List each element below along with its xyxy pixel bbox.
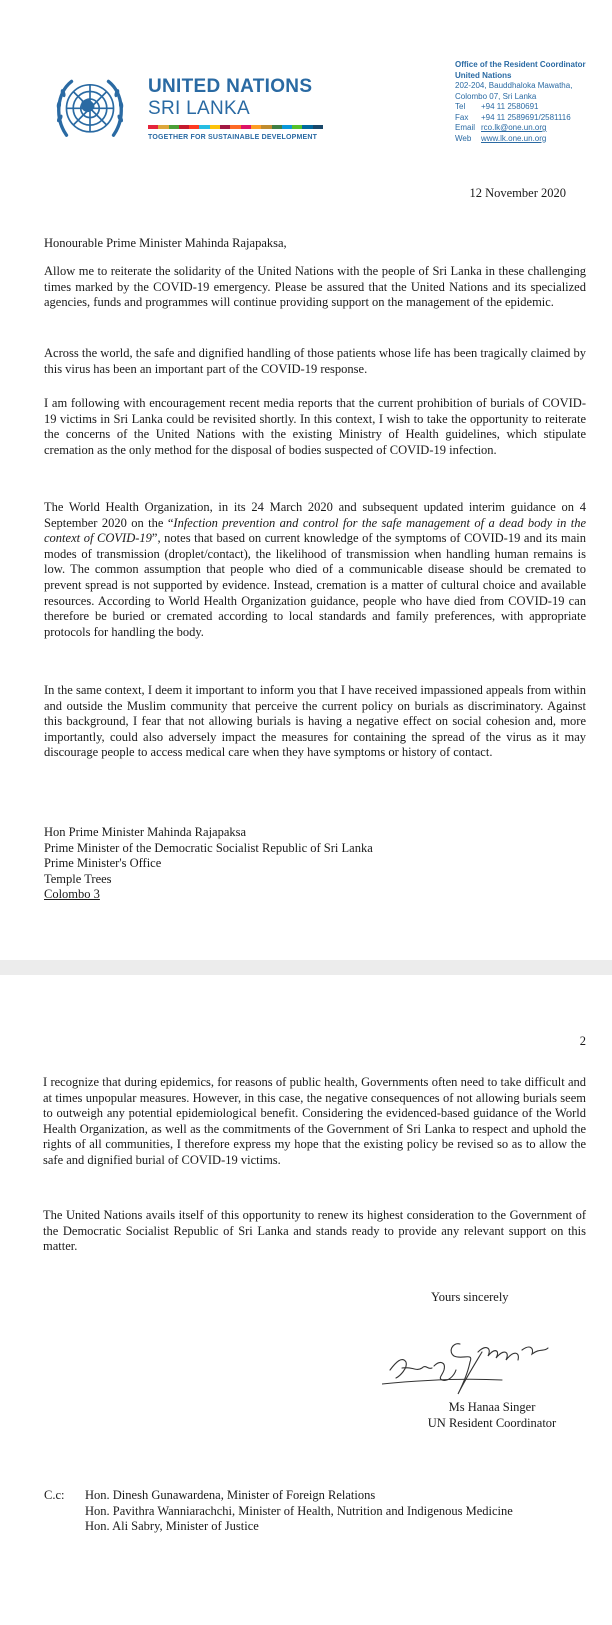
sdg-color-segment [148, 125, 158, 129]
email-label: Email [455, 123, 476, 132]
office-org: United Nations [455, 70, 512, 80]
address-line: Prime Minister of the Democratic Socialist Republic of Sri Lanka [44, 840, 373, 855]
un-emblem-icon [48, 68, 132, 152]
tel-label: Tel [455, 102, 466, 111]
address-line: Prime Minister's Office [44, 856, 162, 871]
office-title: Office of the Resident Coordinator [455, 60, 586, 69]
sdg-color-segment [210, 125, 220, 129]
fax-value: +94 11 2589691/2581116 [481, 112, 571, 122]
cc-recipient: Hon. Pavithra Wanniarachchi, Minister of Health, Nutrition and Indigenous Medicine [85, 1503, 513, 1518]
address-line: Hon Prime Minister Mahinda Rajapaksa [44, 825, 247, 839]
sdg-color-segment [169, 125, 179, 129]
sdg-color-segment [158, 125, 168, 129]
fax-label: Fax [455, 112, 469, 122]
sdg-color-segment [251, 125, 261, 129]
sdg-color-segment [189, 125, 199, 129]
office-address-1: 202-204, Bauddhaloka Mawatha, [455, 81, 573, 90]
signer-block [412, 1400, 572, 1431]
office-contact-block [455, 60, 586, 144]
sdg-color-segment [241, 125, 251, 129]
salutation: Honourable Prime Minister Mahinda Rajapaksa, [44, 236, 287, 250]
sdg-color-bar [148, 125, 323, 129]
letter-date: 12 November 2020 [469, 186, 566, 200]
sdg-color-segment [230, 125, 240, 129]
signature-icon [382, 1322, 562, 1397]
cc-recipient: Hon. Dinesh Gunawardena, Minister of Foreign Relations [85, 1488, 376, 1502]
sdg-color-segment [282, 125, 292, 129]
cc-recipient: Hon. Ali Sabry, Minister of Justice [85, 1519, 259, 1534]
cc-label: C.c: [44, 1488, 65, 1502]
paragraph-4 [44, 500, 586, 640]
org-name: UNITED NATIONS [148, 76, 313, 97]
recipient-address [44, 825, 373, 903]
paragraph-1: Allow me to reiterate the solidarity of the United Nations with the people of Sri Lanka in these challenging times marked by the COVID-19 emergency. Please be assured that the United Nations and its specialized agencies, funds and programmes will continue providing support on the management of the epidemic. [44, 264, 586, 310]
web-link[interactable]: www.lk.one.un.org [481, 133, 547, 143]
signer-title: UN Resident Coordinator [427, 1415, 557, 1430]
office-address-2: Colombo 07, Sri Lanka [455, 91, 537, 101]
closing: Yours sincerely [431, 1290, 509, 1304]
sdg-color-segment [220, 125, 230, 129]
sdg-color-segment [292, 125, 302, 129]
sdg-color-segment [179, 125, 189, 129]
guidance-title: Infection prevention and control for the safe management of a dead body in the context of COVID-19 [44, 515, 586, 546]
paragraph-4-part-a: The World Health Organization, in its 24 March 2020 and subsequent updated interim guidance on 4 September 2020 on the “ [44, 500, 586, 530]
web-label: Web [455, 133, 472, 143]
address-line: Colombo 3 [44, 887, 100, 902]
paragraph-2: Across the world, the safe and dignified handling of those patients whose life has been tragically claimed by this virus has been an important part of the COVID-19 response. [44, 346, 586, 376]
letter-page-2 [0, 975, 612, 1625]
sdg-color-segment [272, 125, 282, 129]
sdg-color-segment [199, 125, 209, 129]
paragraph-5: In the same context, I deem it important to inform you that I have received impassioned appeals from within and outside the Muslim community that perceive the current policy on burials as discriminatory. Against this background, I fear that not allowing burials is having a negative effect on social cohesion and, more importantly, could also adversely impact the measures for containing the spread of the virus as it may discourage people to access medical care when they have symptoms or history of contact. [44, 683, 586, 760]
paragraph-4-part-b: ”, notes that based on current knowledge of the symptoms of COVID-19 and its main modes of transmission (droplet/contact), the likelihood of transmission when handling human remains is low. The common assumption that people who died of a communicable disease should be cremated to prevent spread is not supported by evidence. Instead, cremation is a matter of cultural choice and available resources. According to World Health Organization guidance, people who have died from COVID-19 can therefore be buried or cremated according to local standards and family preferences, with appropriate protocols for handling the body. [44, 531, 587, 639]
email-link[interactable]: rco.lk@one.un.org [481, 123, 547, 132]
address-line: Temple Trees [44, 871, 112, 886]
signer-name: Ms Hanaa Singer [448, 1400, 536, 1414]
sdg-color-segment [313, 125, 323, 129]
page-number: 2 [579, 1034, 586, 1048]
tagline: TOGETHER FOR SUSTAINABLE DEVELOPMENT [148, 134, 318, 141]
paragraph-6: I recognize that during epidemics, for reasons of public health, Governments often need to take difficult and at times unpopular measures. However, in this case, the negative consequences of not allowing burials seem to outweigh any potential epidemiological benefit. Considering the evidenced-based guidance of the World Health Organization, as well as the commitments of the Government of Sri Lanka to respect and uphold the rights of all communities, I therefore express my hope that the existing policy be revised so as to allow the safe and dignified burial of COVID-19 victims. [43, 1075, 586, 1167]
sdg-color-segment [302, 125, 312, 129]
paragraph-7: The United Nations avails itself of this opportunity to renew its highest consideration to the Government of the Democratic Socialist Republic of Sri Lanka and stands ready to provide any relevant support on this matter. [43, 1208, 586, 1254]
sdg-color-segment [261, 125, 271, 129]
org-country: SRI LANKA [148, 98, 250, 119]
paragraph-3: I am following with encouragement recent media reports that the current prohibition of burials of COVID-19 victims in Sri Lanka could be revisited shortly. In this context, I wish to take the opportunity to reiterate the concerns of the United Nations with the existing Ministry of Health guidelines, which stipulate cremation as the only method for the disposal of bodies suspected of COVID-19 infection. [44, 396, 586, 457]
tel-value: +94 11 2580691 [481, 102, 539, 111]
